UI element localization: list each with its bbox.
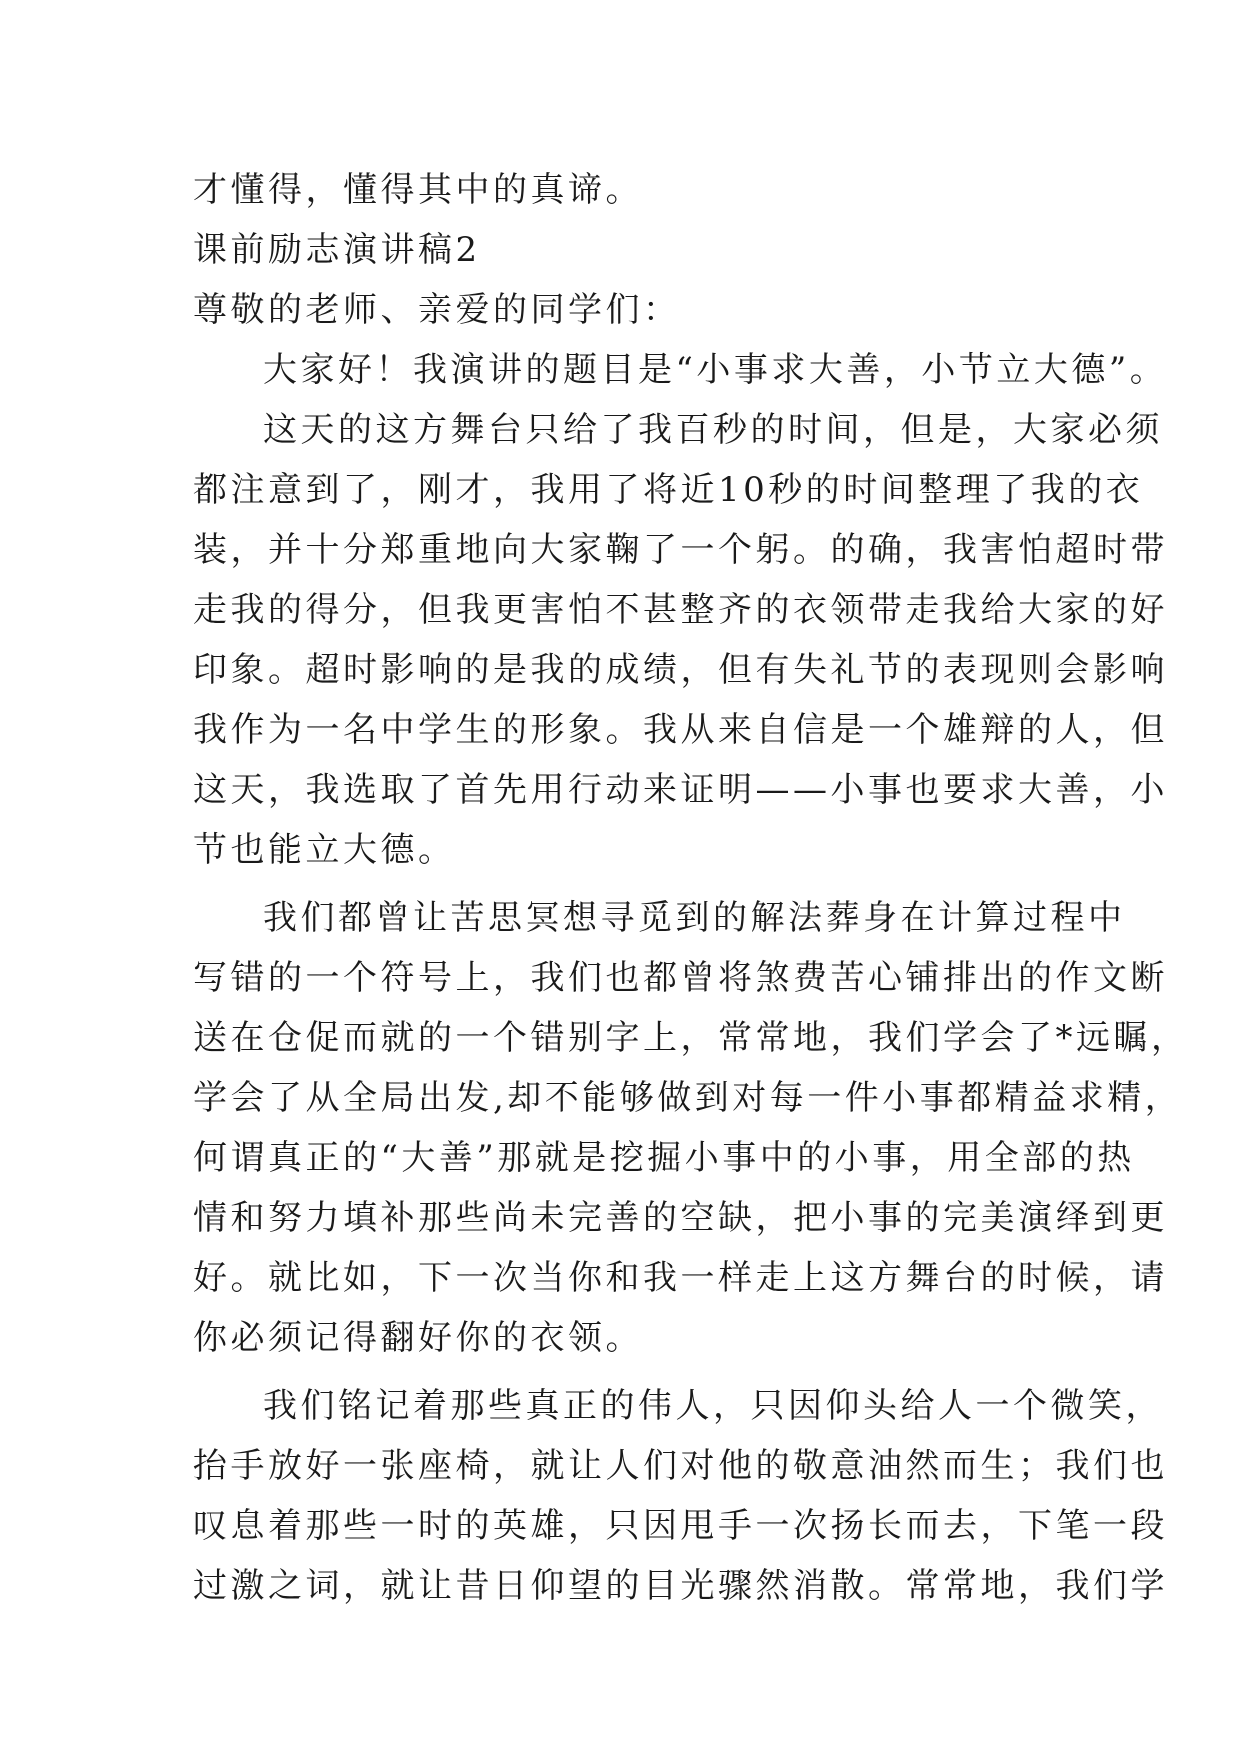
text-line: 才懂得，懂得其中的真谛。	[193, 170, 643, 210]
paragraph-gap	[193, 1368, 1073, 1376]
salutation: 尊敬的老师、亲爱的同学们：	[193, 290, 681, 330]
paragraph-1-line: 都注意到了，刚才，我用了将近10秒的时间整理了我的衣	[193, 470, 1144, 510]
paragraph-2-line: 学会了从全局出发,却不能够做到对每一件小事都精益求精，	[193, 1078, 1183, 1118]
paragraph-3-line: 过激之词，就让昔日仰望的目光骤然消散。常常地，我们学	[193, 1566, 1168, 1606]
document-body	[193, 160, 1189, 1616]
paragraph-2-line: 你必须记得翻好你的衣领。	[193, 1318, 643, 1358]
paragraph-2-line: 何谓真正的“大善”那就是挖掘小事中的小事，用全部的热	[193, 1138, 1135, 1178]
section-title: 课前励志演讲稿2	[193, 230, 481, 270]
paragraph-2-line: 写错的一个符号上，我们也都曾将煞费苦心铺排出的作文断	[193, 958, 1168, 998]
paragraph-2-line: 情和努力填补那些尚未完善的空缺，把小事的完美演绎到更	[193, 1198, 1168, 1238]
paragraph-2-line: 送在仓促而就的一个错别字上，常常地，我们学会了*远瞩，	[193, 1018, 1189, 1058]
greeting-line: 大家好！我演讲的题目是“小事求大善，小节立大德”。	[263, 350, 1168, 390]
paragraph-1-line: 节也能立大德。	[193, 830, 456, 870]
paragraph-2-line: 我们都曾让苦思冥想寻觅到的解法葬身在计算过程中	[263, 898, 1126, 938]
paragraph-1-line: 装，并十分郑重地向大家鞠了一个躬。的确，我害怕超时带	[193, 530, 1168, 570]
paragraph-1-line: 这天，我选取了首先用行动来证明——小事也要求大善，小	[193, 770, 1168, 810]
paragraph-2-line: 好。就比如，下一次当你和我一样走上这方舞台的时候，请	[193, 1258, 1168, 1298]
paragraph-1-line: 印象。超时影响的是我的成绩，但有失礼节的表现则会影响	[193, 650, 1168, 690]
paragraph-3-line: 抬手放好一张座椅，就让人们对他的敬意油然而生；我们也	[193, 1446, 1168, 1486]
paragraph-1-line: 我作为一名中学生的形象。我从来自信是一个雄辩的人，但	[193, 710, 1168, 750]
paragraph-gap	[193, 880, 1073, 888]
paragraph-1-line: 走我的得分，但我更害怕不甚整齐的衣领带走我给大家的好	[193, 590, 1168, 630]
paragraph-3-line: 叹息着那些一时的英雄，只因甩手一次扬长而去，下笔一段	[193, 1506, 1168, 1546]
paragraph-1-line: 这天的这方舞台只给了我百秒的时间，但是，大家必须	[263, 410, 1163, 450]
paragraph-3-line: 我们铭记着那些真正的伟人，只因仰头给人一个微笑，	[263, 1386, 1163, 1426]
